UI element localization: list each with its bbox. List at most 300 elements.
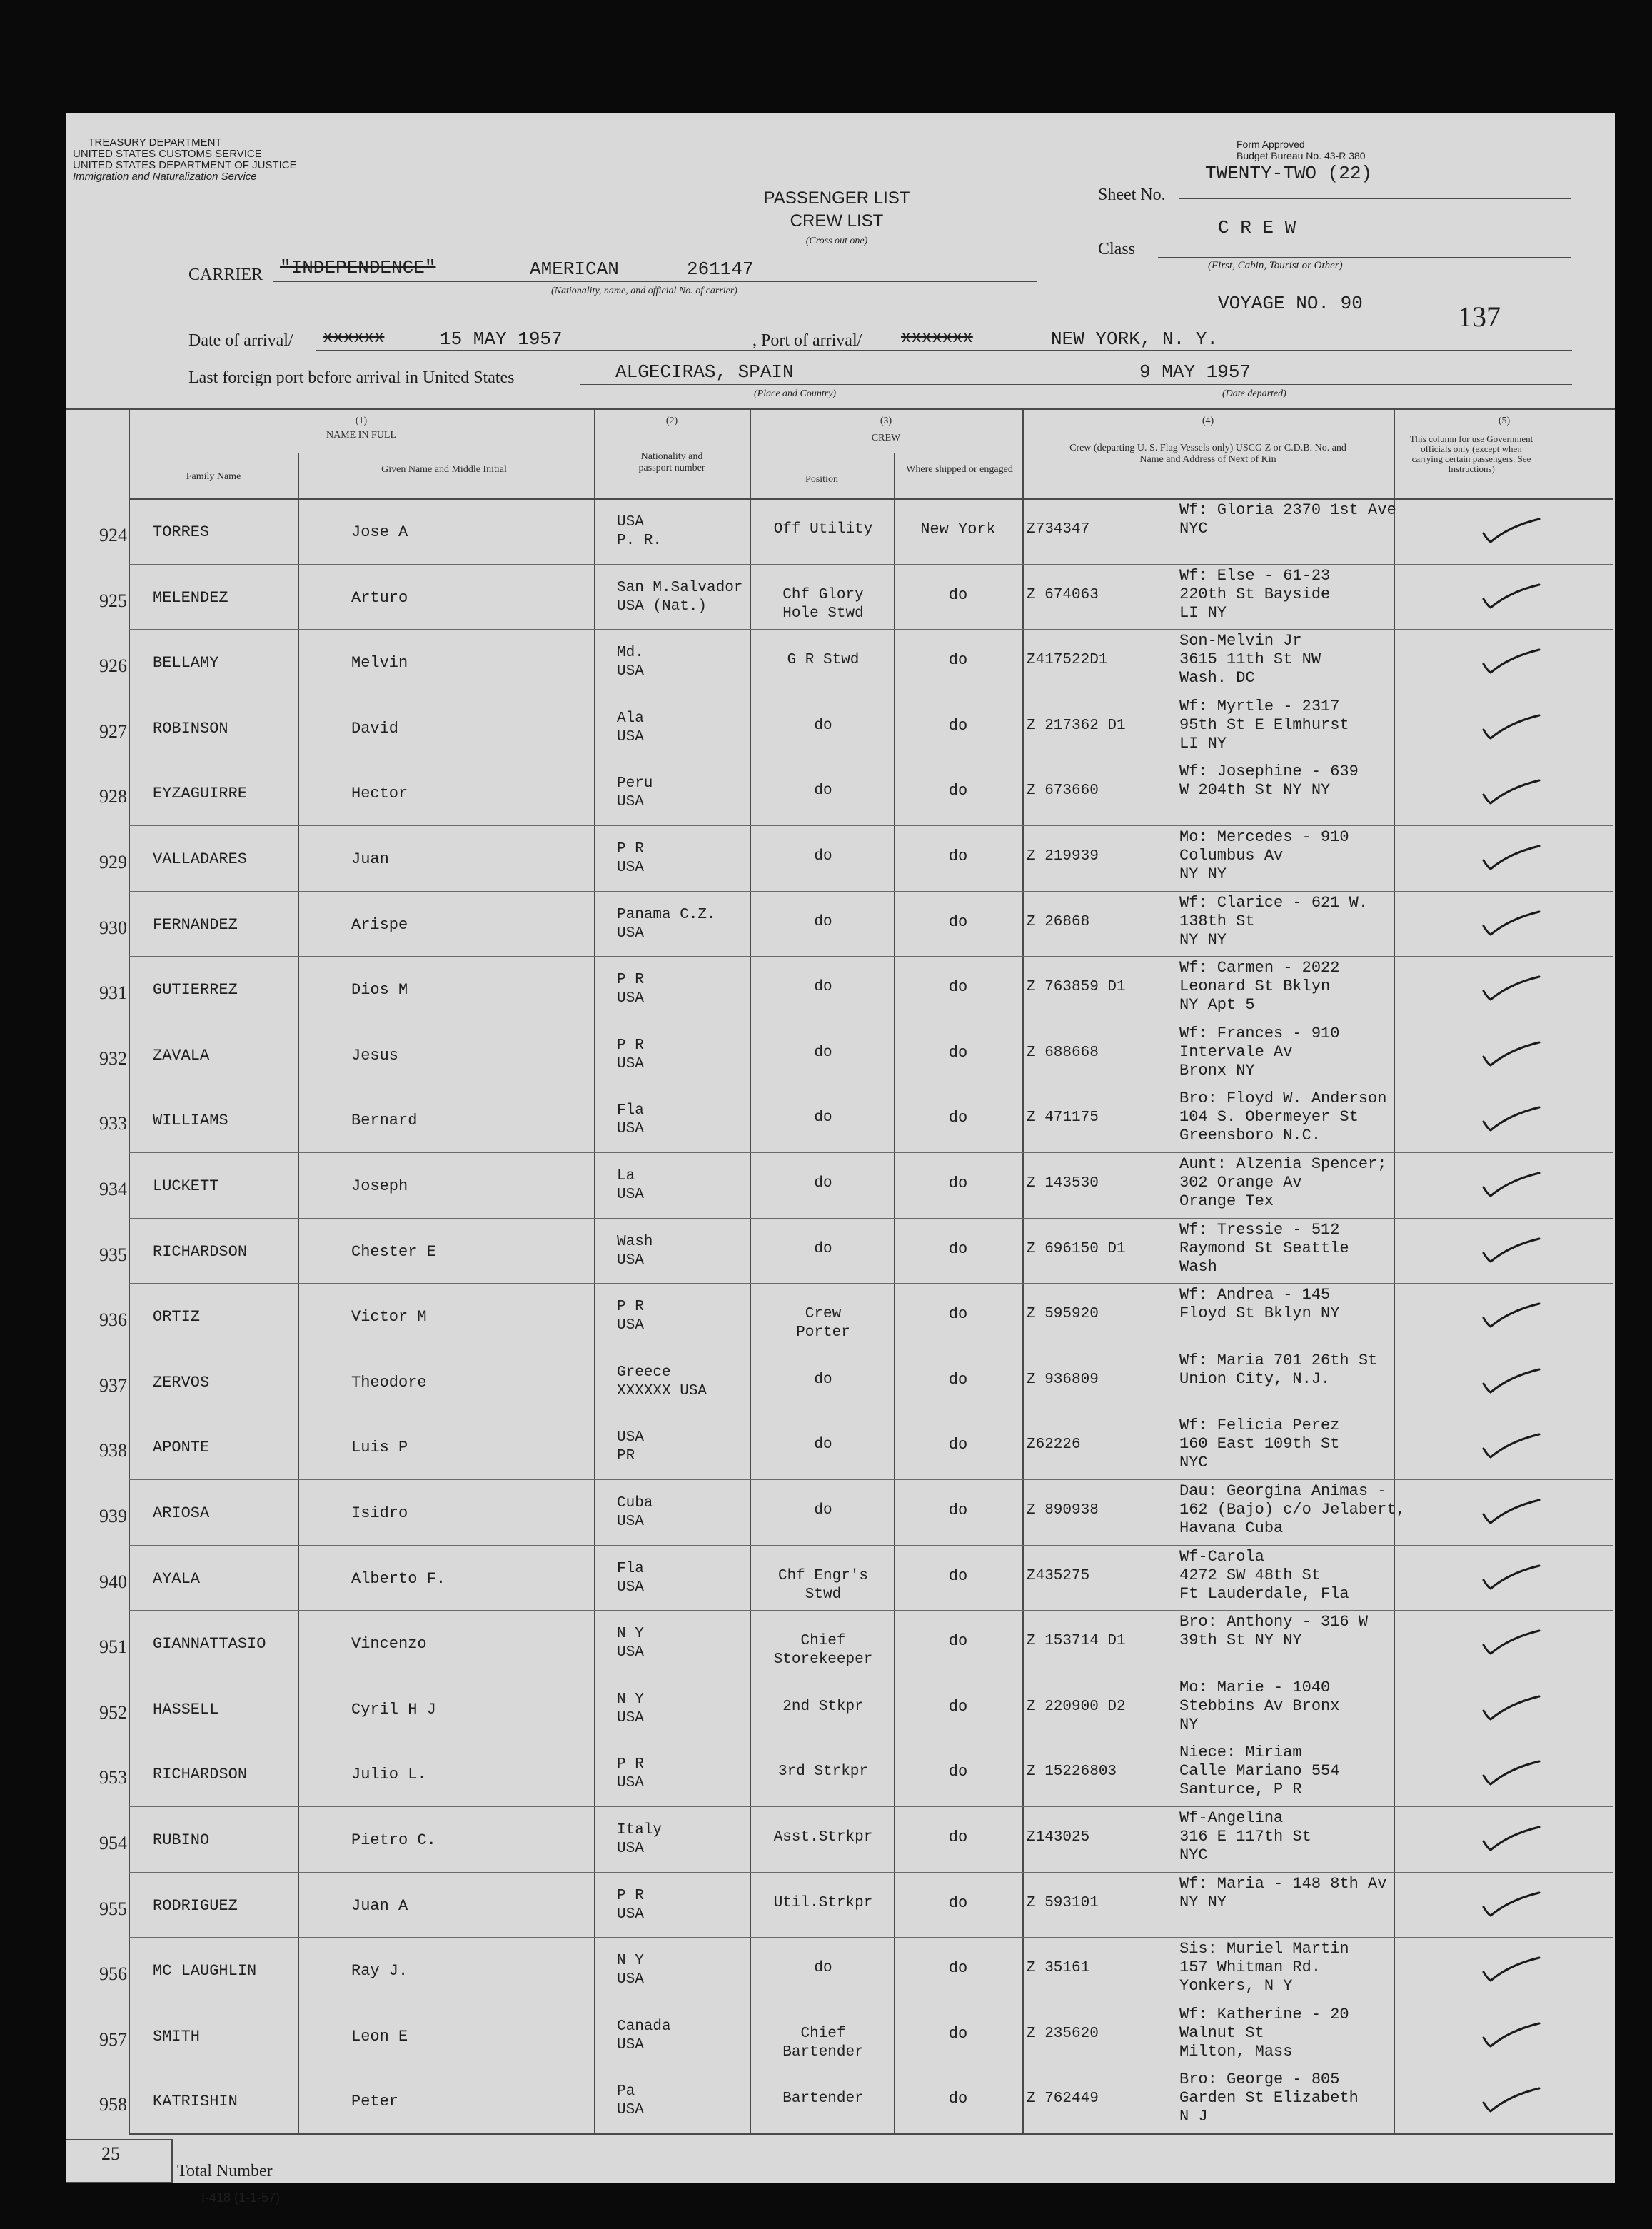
row-number: 951: [99, 1636, 127, 1657]
nationality: P R USA: [617, 1037, 644, 1072]
uscg-z-number: Z 471175: [1027, 1110, 1099, 1126]
next-of-kin: Dau: Georgina Animas - 162 (Bajo) c/o Jelabert, Havana Cuba: [1179, 1482, 1406, 1537]
check-mark-icon: [1481, 647, 1542, 675]
col-family-name: Family Name: [186, 471, 241, 482]
uscg-z-number: Z 763859 D1: [1027, 979, 1126, 995]
class-label: Class: [1098, 240, 1136, 258]
nationality: P R USA: [617, 1888, 644, 1923]
department-block: [73, 136, 297, 183]
passenger-list-title: PASSENGER LIST: [763, 188, 910, 208]
place-hint: (Place and Country): [754, 388, 837, 399]
given-name: Pietro C.: [351, 1831, 436, 1849]
where-shipped: do: [948, 1567, 968, 1585]
row-number: 936: [99, 1309, 127, 1330]
where-shipped: do: [948, 2090, 968, 2108]
next-of-kin: Niece: Miriam Calle Mariano 554 Santurce, P R: [1179, 1744, 1340, 1798]
next-of-kin: Wf: Gloria 2370 1st Ave NYC: [1179, 501, 1396, 538]
next-of-kin: Wf: Clarice - 621 W. 138th St NY NY: [1179, 894, 1369, 949]
check-mark-icon: [1481, 909, 1542, 937]
nationality: Canada USA: [617, 2018, 671, 2053]
uscg-z-number: Z 143530: [1027, 1175, 1099, 1192]
position: Chief Bartender: [782, 2026, 864, 2061]
uscg-z-number: Z 890938: [1027, 1502, 1099, 1519]
position: 2nd Stkpr: [782, 1699, 864, 1715]
position: do: [814, 848, 832, 865]
where-shipped: do: [948, 1044, 968, 1062]
nationality: USA PR: [617, 1429, 644, 1464]
position: Chief Storekeeper: [773, 1633, 873, 1668]
given-name: Melvin: [351, 654, 408, 672]
position: Chf Glory Hole Stwd: [782, 587, 864, 622]
last-port-label: Last foreign port before arrival in United States: [188, 368, 515, 387]
carrier-label: CARRIER: [188, 266, 263, 284]
given-name: Isidro: [351, 1504, 408, 1522]
row-number: 928: [99, 786, 127, 807]
given-name: Ray J.: [351, 1962, 408, 1980]
table-row: [66, 1022, 1615, 1087]
check-mark-icon: [1481, 582, 1542, 610]
next-of-kin: Mo: Marie - 1040 Stebbins Av Bronx NY: [1179, 1679, 1340, 1734]
table-row: [66, 1087, 1615, 1152]
last-port-value: ALGECIRAS, SPAIN: [615, 361, 794, 383]
next-of-kin: Son-Melvin Jr 3615 11th St NW Wash. DC: [1179, 632, 1321, 687]
carrier-official-number: 261147: [687, 258, 754, 280]
nationality: Fla USA: [617, 1561, 644, 1596]
check-mark-icon: [1481, 1628, 1542, 1656]
table-row: [66, 1937, 1615, 2003]
where-shipped: do: [948, 782, 968, 800]
where-shipped: do: [948, 2025, 968, 2043]
uscg-z-number: Z 936809: [1027, 1372, 1099, 1388]
nationality: Italy USA: [617, 1822, 663, 1857]
row-number: 925: [99, 590, 127, 611]
check-mark-icon: [1481, 1890, 1542, 1918]
arrival-struck: xxxxxx: [323, 328, 385, 348]
position: do: [814, 1960, 832, 1976]
uscg-z-number: Z417522D1: [1027, 652, 1108, 668]
next-of-kin: Wf-Angelina 316 E 117th St NYC: [1179, 1809, 1311, 1864]
position: do: [814, 783, 832, 799]
col-given-name: Given Name and Middle Initial: [381, 464, 507, 475]
where-shipped: do: [948, 1371, 968, 1389]
row-number: 930: [99, 917, 127, 938]
port-struck: xxxxxxx: [901, 328, 973, 348]
col5-title: This column for use Government officials only (except when carrying certain passengers. See Instructions): [1409, 433, 1533, 474]
given-name: Joseph: [351, 1177, 408, 1195]
family-name: SMITH: [153, 2028, 201, 2046]
where-shipped: do: [948, 1109, 968, 1127]
table-row: [66, 498, 1615, 564]
next-of-kin: Wf-Carola 4272 SW 48th St Ft Lauderdale, Fla: [1179, 1548, 1349, 1603]
family-name: ZERVOS: [153, 1374, 210, 1392]
position: do: [814, 1436, 832, 1453]
uscg-z-number: Z 15226803: [1027, 1763, 1117, 1780]
nationality: Wash USA: [617, 1234, 653, 1269]
row-number: 938: [99, 1440, 127, 1461]
dept-line: Immigration and Naturalization Service: [73, 171, 257, 183]
class-value: C R E W: [1218, 217, 1296, 238]
nationality: N Y USA: [617, 1691, 644, 1726]
col2-number: (2): [665, 416, 678, 426]
class-hint: (First, Cabin, Tourist or Other): [1208, 260, 1343, 271]
check-mark-icon: [1481, 1758, 1542, 1787]
page-number: 137: [1458, 301, 1501, 333]
row-number: 955: [99, 1898, 127, 1919]
table-row: [66, 1676, 1615, 1741]
col2-title: Nationality and passport number: [638, 451, 705, 473]
uscg-z-number: Z 217362 D1: [1027, 718, 1126, 734]
col3-number: (3): [880, 416, 892, 426]
check-mark-icon: [1481, 1040, 1542, 1068]
next-of-kin: Bro: Floyd W. Anderson 104 S. Obermeyer St Greensboro N.C.: [1179, 1090, 1387, 1144]
given-name: Alberto F.: [351, 1570, 446, 1588]
given-name: Bernard: [351, 1112, 418, 1129]
table-row: [66, 2003, 1615, 2068]
given-name: Chester E: [351, 1243, 436, 1261]
arrival-label: Date of arrival/: [188, 331, 293, 350]
family-name: RICHARDSON: [153, 1243, 248, 1261]
family-name: ZAVALA: [153, 1047, 210, 1065]
given-name: Jesus: [351, 1047, 399, 1065]
where-shipped: do: [948, 978, 968, 996]
family-name: ORTIZ: [153, 1308, 201, 1326]
uscg-z-number: Z 696150 D1: [1027, 1241, 1126, 1257]
nationality: Ala USA: [617, 710, 644, 745]
check-mark-icon: [1481, 778, 1542, 806]
row-number: 957: [99, 2029, 127, 2050]
next-of-kin: Wf: Josephine - 639 W 204th St NY NY: [1179, 763, 1359, 799]
col3-title: CREW: [871, 433, 901, 443]
row-number: 932: [99, 1048, 127, 1069]
where-shipped: do: [948, 651, 968, 669]
uscg-z-number: Z 762449: [1027, 2090, 1099, 2107]
family-name: MC LAUGHLIN: [153, 1962, 257, 1980]
given-name: Vincenzo: [351, 1635, 427, 1653]
uscg-z-number: Z 593101: [1027, 1895, 1099, 1911]
next-of-kin: Wf: Katherine - 20 Walnut St Milton, Mass: [1179, 2006, 1349, 2061]
uscg-z-number: Z143025: [1027, 1829, 1090, 1846]
position: Asst.Strkpr: [773, 1829, 873, 1846]
given-name: Leon E: [351, 2028, 408, 2046]
family-name: HASSELL: [153, 1701, 219, 1719]
family-name: BELLAMY: [153, 654, 219, 672]
row-number: 927: [99, 721, 127, 742]
where-shipped: do: [948, 1436, 968, 1454]
position: do: [814, 1045, 832, 1061]
next-of-kin: Wf: Frances - 910 Intervale Av Bronx NY: [1179, 1025, 1340, 1080]
nationality: P R USA: [617, 972, 644, 1007]
position: do: [814, 914, 832, 930]
table-row: [66, 1545, 1615, 1611]
next-of-kin: Wf: Tressie - 512 Raymond St Seattle Wash: [1179, 1221, 1349, 1276]
check-mark-icon: [1481, 1301, 1542, 1329]
check-mark-icon: [1481, 1694, 1542, 1722]
form-number: I-418 (1-1-57): [201, 2190, 281, 2205]
table-row: [66, 825, 1615, 891]
dept-line: TREASURY DEPARTMENT: [88, 136, 222, 149]
total-number-label: Total Number: [177, 2162, 273, 2180]
where-shipped: do: [948, 1698, 968, 1716]
next-of-kin: Sis: Muriel Martin 157 Whitman Rd. Yonkers, N Y: [1179, 1940, 1349, 1995]
col-position: Position: [805, 474, 838, 485]
row-number: 939: [99, 1506, 127, 1526]
row-number: 956: [99, 1963, 127, 1984]
family-name: MELENDEZ: [153, 589, 228, 607]
next-of-kin: Wf: Maria - 148 8th Av NY NY: [1179, 1875, 1387, 1911]
check-mark-icon: [1481, 1432, 1542, 1460]
nationality: Md. USA: [617, 645, 644, 680]
nationality: Pa USA: [617, 2083, 644, 2118]
where-shipped: do: [948, 1959, 968, 1977]
check-mark-icon: [1481, 1563, 1542, 1591]
given-name: Julio L.: [351, 1766, 427, 1783]
row-number: 926: [99, 655, 127, 676]
check-mark-icon: [1481, 713, 1542, 741]
given-name: Luis P: [351, 1439, 408, 1456]
row-number: 954: [99, 1833, 127, 1853]
cross-out-hint: (Cross out one): [805, 236, 868, 246]
row-number: 952: [99, 1702, 127, 1723]
check-mark-icon: [1481, 1824, 1542, 1853]
where-shipped: do: [948, 847, 968, 865]
table-row: [66, 1283, 1615, 1349]
given-name: Victor M: [351, 1308, 427, 1326]
where-shipped: do: [948, 1828, 968, 1846]
nationality: N Y USA: [617, 1626, 644, 1661]
check-mark-icon: [1481, 1236, 1542, 1264]
uscg-z-number: Z 35161: [1027, 1960, 1090, 1976]
nationality: Fla USA: [617, 1102, 644, 1137]
position: do: [814, 718, 832, 734]
row-number: 924: [99, 525, 127, 545]
given-name: Dios M: [351, 981, 408, 999]
position: do: [814, 1175, 832, 1192]
next-of-kin: Wf: Else - 61-23 220th St Bayside LI NY: [1179, 567, 1331, 622]
where-shipped: do: [948, 1894, 968, 1912]
arrival-date: 15 MAY 1957: [440, 328, 563, 350]
date-departed-hint: (Date departed): [1222, 388, 1286, 399]
where-shipped: do: [948, 717, 968, 735]
nationality: N Y USA: [617, 1953, 644, 1988]
row-number: 931: [99, 982, 127, 1003]
family-name: AYALA: [153, 1570, 201, 1588]
nationality: Cuba USA: [617, 1495, 653, 1530]
family-name: KATRISHIN: [153, 2093, 238, 2110]
next-of-kin: Wf: Carmen - 2022 Leonard St Bklyn NY Apt 5: [1179, 959, 1340, 1014]
family-name: TORRES: [153, 523, 210, 541]
family-name: APONTE: [153, 1439, 210, 1456]
uscg-z-number: Z 673660: [1027, 783, 1099, 799]
table-row: [66, 956, 1615, 1022]
next-of-kin: Wf: Felicia Perez 160 East 109th St NYC: [1179, 1417, 1340, 1471]
position: do: [814, 979, 832, 995]
check-mark-icon: [1481, 1170, 1542, 1199]
uscg-z-number: Z 219939: [1027, 848, 1099, 865]
given-name: Arispe: [351, 916, 408, 934]
position: do: [814, 1502, 832, 1519]
family-name: GUTIERREZ: [153, 981, 238, 999]
table-row: [66, 2068, 1615, 2133]
position: do: [814, 1110, 832, 1126]
next-of-kin: Wf: Maria 701 26th St Union City, N.J.: [1179, 1352, 1378, 1388]
sheet-label: Sheet No.: [1098, 186, 1166, 204]
given-name: Theodore: [351, 1374, 427, 1392]
family-name: RUBINO: [153, 1831, 210, 1849]
given-name: Juan: [351, 850, 389, 868]
table-row: [66, 891, 1615, 957]
position: Util.Strkpr: [773, 1895, 873, 1911]
where-shipped: do: [948, 586, 968, 604]
position: Bartender: [782, 2090, 864, 2107]
crew-rows: [66, 498, 1615, 2133]
col1-title: NAME IN FULL: [326, 430, 396, 441]
nationality: La USA: [617, 1168, 644, 1203]
uscg-z-number: Z435275: [1027, 1568, 1090, 1584]
check-mark-icon: [1481, 2085, 1542, 2114]
family-name: ARIOSA: [153, 1504, 210, 1522]
uscg-z-number: Z 595920: [1027, 1306, 1099, 1322]
family-name: WILLIAMS: [153, 1112, 228, 1129]
row-number: 934: [99, 1179, 127, 1199]
where-shipped: do: [948, 913, 968, 931]
where-shipped: New York: [920, 520, 996, 538]
table-row: [66, 1414, 1615, 1479]
uscg-z-number: Z 688668: [1027, 1045, 1099, 1061]
table-row: [66, 629, 1615, 695]
given-name: Arturo: [351, 589, 408, 607]
passenger-crew-list-form: [66, 113, 1615, 2205]
total-number-value: 25: [101, 2143, 120, 2164]
sheet-value: TWENTY-TWO (22): [1205, 163, 1373, 184]
uscg-z-number: Z62226: [1027, 1436, 1081, 1453]
given-name: Juan A: [351, 1897, 408, 1915]
row-number: 953: [99, 1767, 127, 1788]
position: Chf Engr's Stwd: [777, 1568, 869, 1603]
family-name: RICHARDSON: [153, 1766, 248, 1783]
row-number: 940: [99, 1571, 127, 1592]
where-shipped: do: [948, 1240, 968, 1258]
check-mark-icon: [1481, 1497, 1542, 1526]
where-shipped: do: [948, 1174, 968, 1192]
row-number: 935: [99, 1244, 127, 1265]
nationality: San M.Salvador USA (Nat.): [617, 580, 743, 615]
row-number: 933: [99, 1113, 127, 1134]
port-of-arrival: NEW YORK, N. Y.: [1051, 328, 1219, 350]
uscg-z-number: Z 674063: [1027, 587, 1099, 603]
family-name: EYZAGUIRRE: [153, 785, 248, 802]
given-name: Peter: [351, 2093, 399, 2110]
check-mark-icon: [1481, 1105, 1542, 1133]
next-of-kin: Aunt: Alzenia Spencer; 302 Orange Av Orange Tex: [1179, 1155, 1387, 1210]
col1-number: (1): [355, 416, 368, 426]
where-shipped: do: [948, 1763, 968, 1781]
table-row: [66, 1152, 1615, 1218]
check-mark-icon: [1481, 1367, 1542, 1395]
family-name: GIANNATTASIO: [153, 1635, 266, 1653]
position: Crew Porter: [796, 1306, 850, 1341]
next-of-kin: Wf: Andrea - 145 Floyd St Bklyn NY: [1179, 1286, 1340, 1322]
table-row: [66, 1349, 1615, 1414]
nationality: Peru USA: [617, 775, 653, 810]
table-row: [66, 1218, 1615, 1284]
family-name: LUCKETT: [153, 1177, 219, 1195]
table-row: [66, 695, 1615, 760]
uscg-z-number: Z734347: [1027, 521, 1090, 538]
uscg-z-number: Z 235620: [1027, 2026, 1099, 2042]
dept-line: UNITED STATES CUSTOMS SERVICE: [73, 148, 262, 160]
nationality: P R USA: [617, 1299, 644, 1334]
table-row: [66, 1479, 1615, 1545]
uscg-z-number: Z 220900 D2: [1027, 1699, 1126, 1715]
col5-number: (5): [1498, 416, 1511, 426]
position: Off Utility: [773, 521, 873, 538]
nationality: Greece XXXXXX USA: [617, 1364, 707, 1399]
dept-line: UNITED STATES DEPARTMENT OF JUSTICE: [73, 159, 297, 171]
table-row: [66, 1741, 1615, 1806]
col4-title: Crew (departing U. S. Flag Vessels only) USCG Z or C.D.B. No. and Name and Address of Next of Kin: [1069, 443, 1346, 465]
check-mark-icon: [1481, 1955, 1542, 1983]
nationality: USA P. R.: [617, 514, 663, 549]
total-number-box: [66, 2139, 173, 2183]
carrier-name: "INDEPENDENCE": [280, 257, 436, 278]
position: do: [814, 1372, 832, 1388]
family-name: ROBINSON: [153, 720, 228, 738]
row-number: 929: [99, 852, 127, 872]
next-of-kin: Bro: George - 805 Garden St Elizabeth N J: [1179, 2070, 1359, 2125]
port-label: , Port of arrival/: [752, 331, 862, 350]
given-name: Hector: [351, 785, 408, 802]
nationality: P R USA: [617, 1756, 644, 1791]
given-name: Cyril H J: [351, 1701, 436, 1719]
row-number: 937: [99, 1375, 127, 1396]
carrier-hint: (Nationality, name, and official No. of carrier): [551, 286, 737, 296]
carrier-nationality: AMERICAN: [530, 258, 619, 280]
given-name: Jose A: [351, 523, 408, 541]
position: G R Stwd: [787, 652, 860, 668]
form-approved: Form Approved: [1237, 139, 1305, 150]
family-name: FERNANDEZ: [153, 916, 238, 934]
position: 3rd Strkpr: [777, 1763, 869, 1780]
table-row: [66, 1806, 1615, 1872]
voyage-number: VOYAGE NO. 90: [1218, 293, 1363, 314]
table-row: [66, 564, 1615, 630]
next-of-kin: Wf: Myrtle - 2317 95th St E Elmhurst LI NY: [1179, 698, 1349, 753]
family-name: RODRIGUEZ: [153, 1897, 238, 1915]
col-where-shipped: Where shipped or engaged: [906, 464, 1013, 475]
table-row: [66, 1610, 1615, 1676]
budget-bureau: Budget Bureau No. 43-R 380: [1237, 150, 1366, 161]
table-row: [66, 1872, 1615, 1938]
given-name: David: [351, 720, 399, 738]
crew-list-title: CREW LIST: [790, 211, 884, 231]
uscg-z-number: Z 26868: [1027, 914, 1090, 930]
check-mark-icon: [1481, 2021, 1542, 2049]
table-row: [66, 760, 1615, 825]
next-of-kin: Mo: Mercedes - 910 Columbus Av NY NY: [1179, 828, 1349, 883]
nationality: Panama C.Z. USA: [617, 907, 716, 942]
col4-number: (4): [1202, 416, 1214, 426]
where-shipped: do: [948, 1305, 968, 1323]
uscg-z-number: Z 153714 D1: [1027, 1633, 1126, 1649]
family-name: VALLADARES: [153, 850, 248, 868]
next-of-kin: Bro: Anthony - 316 W 39th St NY NY: [1179, 1613, 1369, 1649]
check-mark-icon: [1481, 516, 1542, 545]
check-mark-icon: [1481, 843, 1542, 872]
row-number: 958: [99, 2094, 127, 2115]
nationality: P R USA: [617, 841, 644, 876]
check-mark-icon: [1481, 974, 1542, 1002]
position: do: [814, 1241, 832, 1257]
